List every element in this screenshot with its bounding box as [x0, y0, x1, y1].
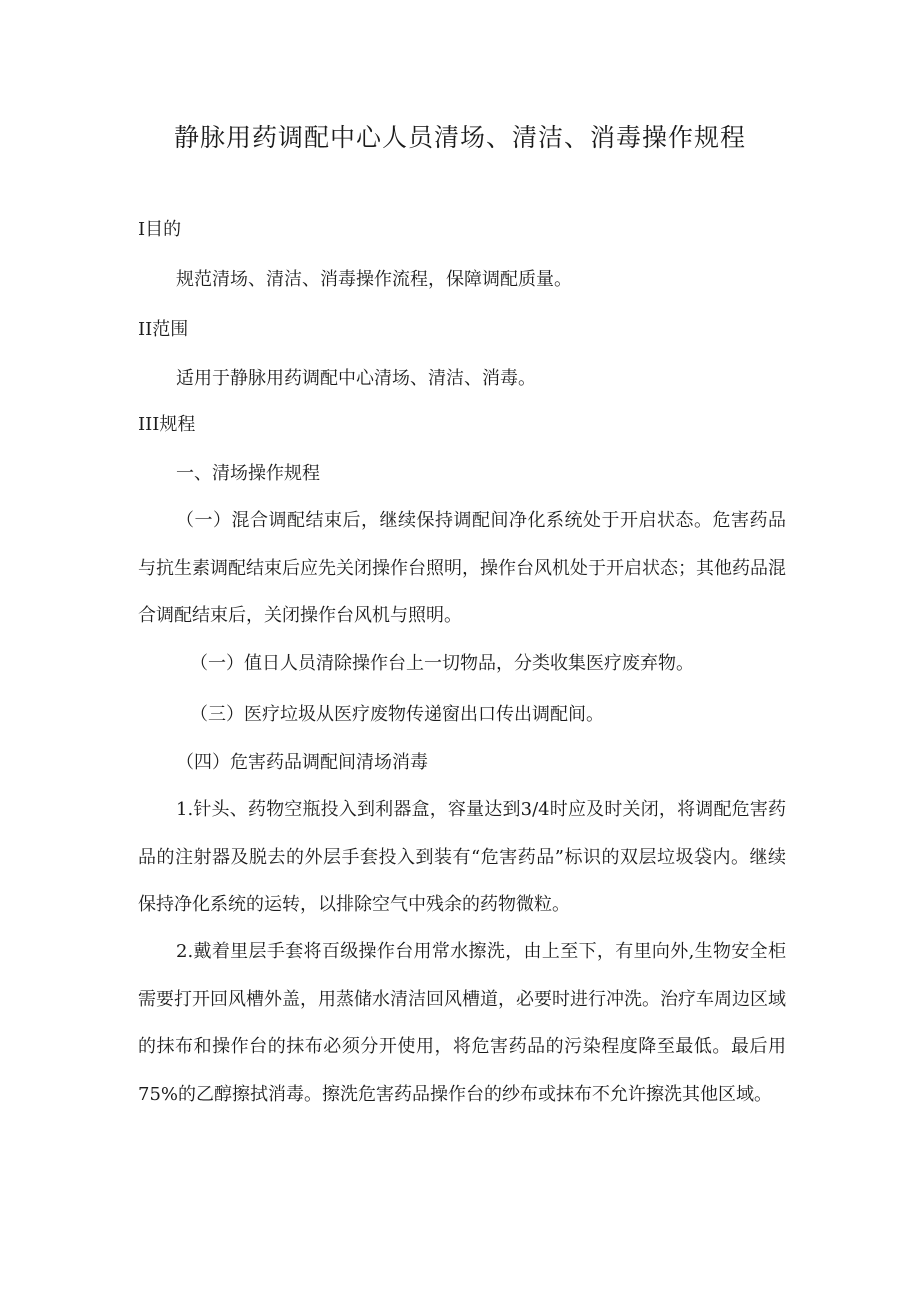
document-title: 静脉用药调配中心人员清场、清洁、消毒操作规程 — [173, 123, 746, 152]
rule1-item4-paragraph2: 2.戴着里层手套将百级操作台用常水擦洗，由上至下，有里向外,生物安全柜需要打开回风槽外盖，用蒸储水清洁回风槽道，必要时进行冲洗。治疗车周边区域的抹布和操作台的抹布必须分开使用，将危害药品的污染程度降至最低。最后用75%的乙醇擦拭消毒。擦洗危害药品操作台的纱布或抹布不允许擦洗其他区域。 — [138, 941, 786, 1105]
rule1-item3: （三）医疗垃圾从医疗废物传递窗出口传出调配间。 — [190, 704, 604, 725]
section-heading-purpose: I目的 — [138, 219, 182, 240]
rule1-item4-heading: （四）危害药品调配间清场消毒 — [176, 752, 428, 773]
rule1-item1-paragraph: （一）混合调配结束后，继续保持调配间净化系统处于开启状态。危害药品与抗生素调配结束后应先关闭操作台照明，操作台风机处于开启状态；其他药品混合调配结束后，关闭操作台风机与照明。 — [138, 510, 786, 626]
scope-text: 适用于静脉用药调配中心清场、清洁、消毒。 — [176, 368, 536, 389]
section-heading-scope: II范围 — [138, 319, 189, 340]
section-heading-rules: III规程 — [138, 414, 196, 435]
rule1-item4-paragraph1: 1.针头、药物空瓶投入到利器盒，容量达到3/4时应及时关闭，将调配危害药品的注射器及脱去的外层手套投入到装有“危害药品”标识的双层垃圾袋内。继续保持净化系统的运转，以排除空气中残余的药物微粒。 — [138, 799, 786, 915]
purpose-text: 规范清场、清洁、消毒操作流程，保障调配质量。 — [176, 269, 572, 290]
rule1-heading: 一、清场操作规程 — [176, 463, 320, 484]
rule1-item2: （一）值日人员清除操作台上一切物品，分类收集医疗废弃物。 — [190, 653, 694, 674]
